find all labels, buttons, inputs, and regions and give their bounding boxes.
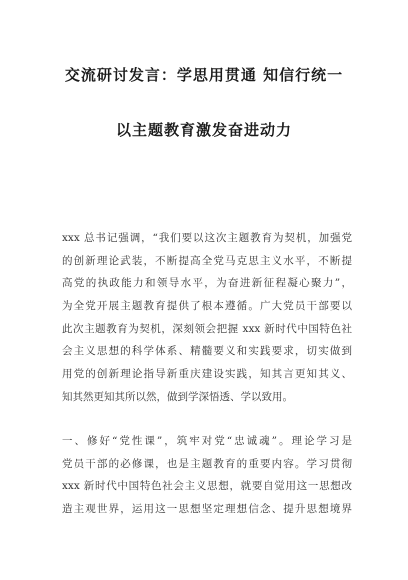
paragraph-line: 造主观世界，运用这一思想坚定理想信念、提升思想境界	[62, 503, 352, 516]
paragraph-line: 此次主题教育为契机，深刻领会把握 xxx 新时代中国特色社	[62, 322, 352, 335]
paragraph-line: 的创新理论武装，不断提高全党马克思主义水平，不断提	[62, 254, 352, 267]
paragraph-line: 党员干部的必修课，也是主题教育的重要内容。学习贯彻	[62, 457, 352, 470]
body-paragraph-2	[62, 430, 352, 521]
document-title-line-1: 交流研讨发言：学思用贯通 知信行统一	[64, 66, 344, 84]
paragraph-line: 知其然更知其所以然，做到学深悟透、学以致用。	[62, 390, 293, 403]
paragraph-line: xxx 新时代中国特色社会主义思想，就要自觉用这一思想改	[62, 480, 352, 493]
paragraph-line: 一、修好“党性课”，筑牢对党“忠诚魂”。理论学习是	[62, 435, 352, 447]
paragraph-line: 为全党开展主题教育提供了根本遵循。广大党员干部要以	[62, 300, 352, 313]
body-paragraph-1	[62, 227, 352, 409]
paragraph-line: xxx 总书记强调，“我们要以这次主题教育为契机，加强党	[62, 232, 352, 244]
document-title-line-2: 以主题教育激发奋进动力	[115, 121, 292, 139]
paragraph-line: 会主义思想的科学体系、精髓要义和实践要求，切实做到	[62, 345, 352, 358]
paragraph-line: 用党的创新理论指导新重庆建设实践，知其言更知其义、	[62, 368, 352, 381]
paragraph-line: 高党的执政能力和领导水平，为奋进新征程凝心聚力”，	[62, 277, 352, 290]
